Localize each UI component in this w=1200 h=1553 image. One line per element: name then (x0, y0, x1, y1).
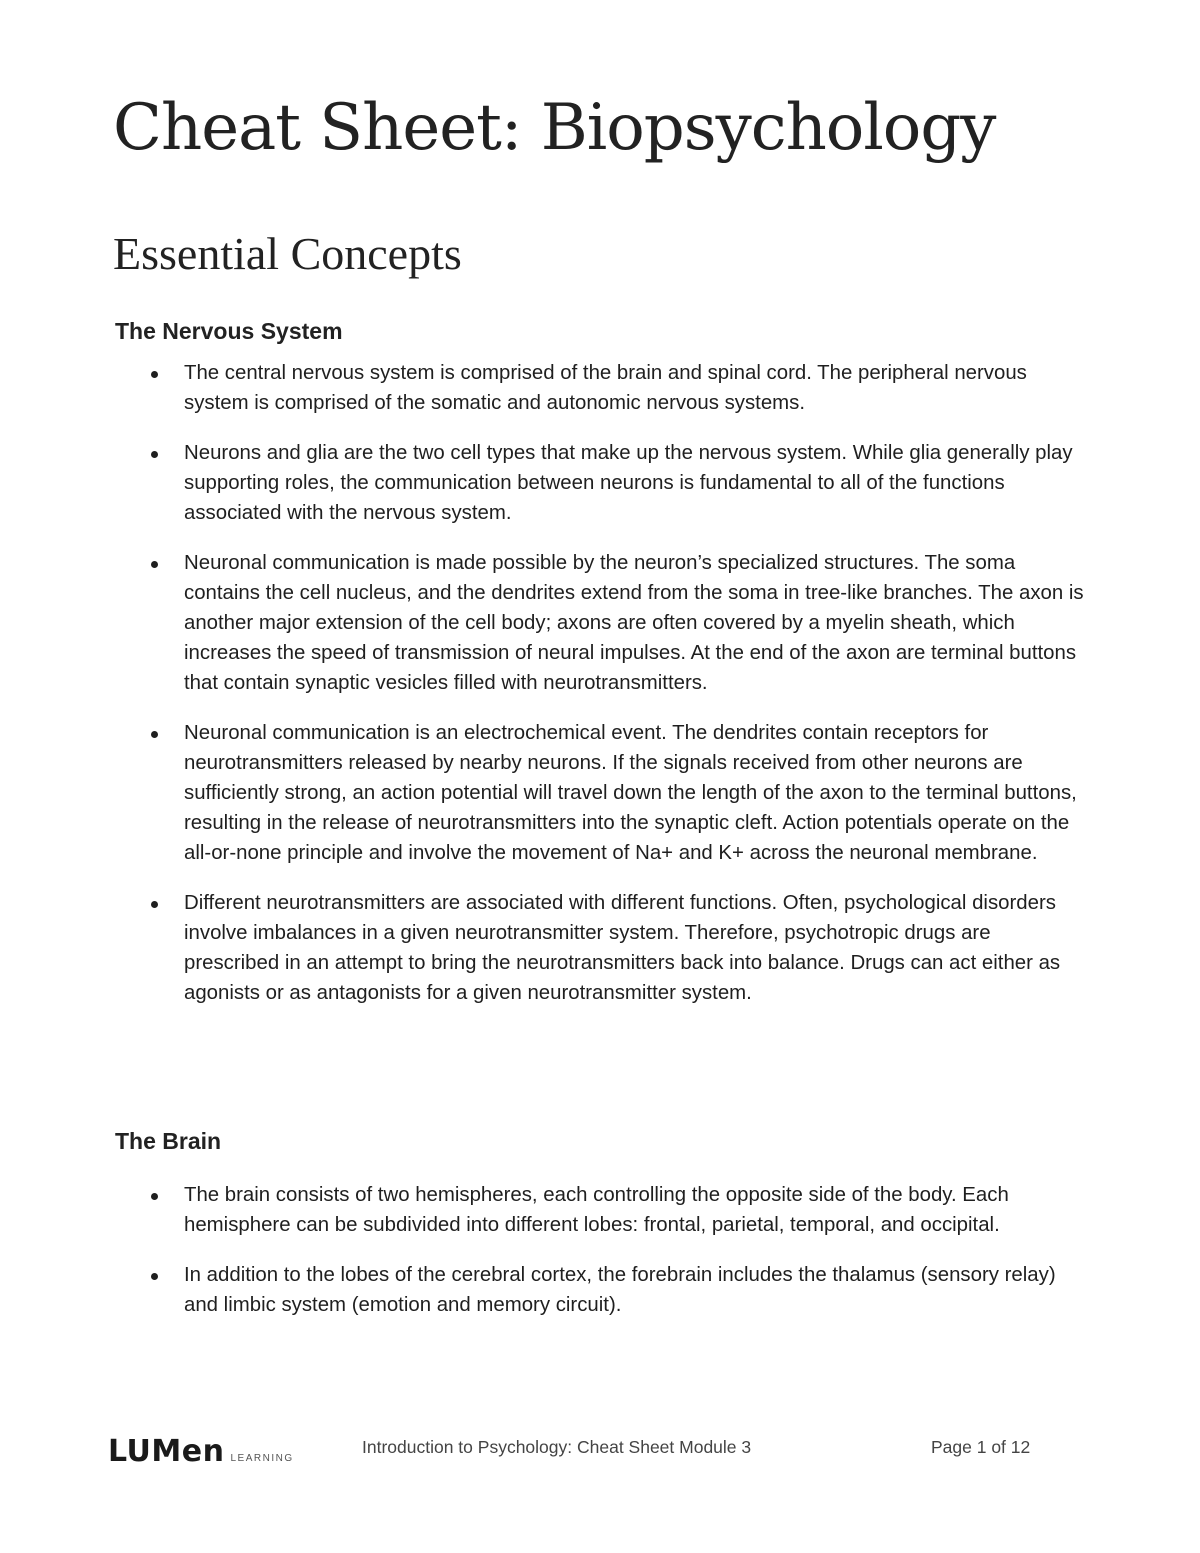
page-footer (0, 1428, 1200, 1468)
list-item (0, 438, 1090, 528)
list-item (0, 888, 1090, 1008)
list-item (0, 1180, 1090, 1240)
bullet-icon (151, 1193, 158, 1200)
bullet-text: Neuronal communication is made possible by the neuron’s specialized structures. The soma contains the cell nucleus, and the dendrites extend from the soma in tree-like branches. The axon is another major extension of the cell body; axons are often covered by a myelin sheath, which increases the speed of transmission of neural impulses. At the end of the axon are terminal buttons that contain synaptic vesicles filled with neurotransmitters. (184, 552, 1084, 694)
bullet-text: The central nervous system is comprised of the brain and spinal cord. The peripheral nervous system is comprised of the somatic and autonomic nervous systems. (184, 362, 1027, 414)
footer-course-title: Introduction to Psychology: Cheat Sheet Module 3 (362, 1437, 752, 1457)
bullet-text: The brain consists of two hemispheres, each controlling the opposite side of the body. Each hemisphere can be subdivided into different lobes: frontal, parietal, temporal, and occipital. (184, 1184, 1009, 1236)
logo-wordmark: LUMen (108, 1434, 225, 1469)
bullet-text: In addition to the lobes of the cerebral cortex, the forebrain includes the thalamus (sensory relay) and limbic system (emotion and memory circuit). (184, 1264, 1056, 1316)
list-item (0, 548, 1090, 698)
bullet-icon (151, 371, 158, 378)
bullet-text: Neurons and glia are the two cell types that make up the nervous system. While glia generally play supporting roles, the communication between neurons is fundamental to all of the functions associated with the nervous system. (184, 442, 1073, 524)
list-item (0, 1260, 1090, 1320)
page-subtitle: Essential Concepts (113, 228, 462, 279)
page-title: Cheat Sheet: Biopsychology (113, 91, 996, 165)
bullet-icon (151, 451, 158, 458)
list-item (0, 718, 1090, 868)
bullet-icon (151, 731, 158, 738)
section-heading-nervous-system: The Nervous System (115, 318, 343, 344)
footer-page-number: Page 1 of 12 (931, 1437, 1031, 1457)
bullet-icon (151, 1273, 158, 1280)
bullet-text: Neuronal communication is an electrochemical event. The dendrites contain receptors for neurotransmitters released by nearby neurons. If the signals received from other neurons are sufficiently strong, an action potential will travel down the length of the axon to the terminal buttons, resulting in the release of neurotransmitters into the synaptic cleft. Action potentials operate on the all-or-none principle and involve the movement of Na+ and K+ across the neuronal membrane. (184, 722, 1077, 864)
bullet-icon (151, 901, 158, 908)
logo-subtext: LEARNING (230, 1453, 294, 1464)
bullet-text: Different neurotransmitters are associated with different functions. Often, psychological disorders involve imbalances in a given neurotransmitter system. Therefore, psychotropic drugs are prescribed in an attempt to bring the neurotransmitters back into balance. Drugs can act either as agonists or as antagonists for a given neurotransmitter system. (184, 892, 1061, 1004)
nervous-system-bullet-list (0, 358, 1090, 1028)
bullet-icon (151, 561, 158, 568)
list-item (0, 358, 1090, 418)
lumen-learning-logo (108, 1431, 294, 1467)
section-heading-brain: The Brain (115, 1128, 222, 1154)
brain-bullet-list (0, 1180, 1090, 1340)
